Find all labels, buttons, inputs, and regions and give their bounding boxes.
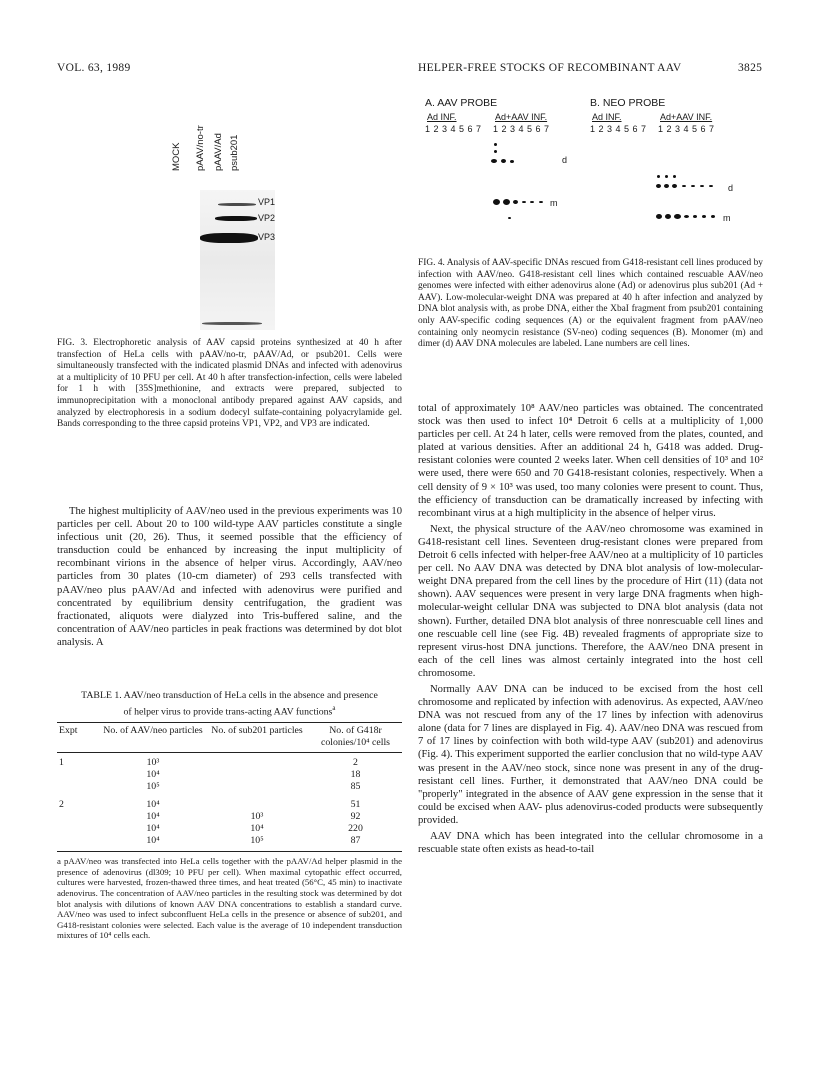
blot-spot <box>493 199 500 205</box>
blot-spot <box>494 150 497 153</box>
cell-colonies: 220 <box>348 823 363 835</box>
panel-a-monomer-label: m <box>550 198 558 208</box>
cell-aavneo: 10⁴ <box>146 799 160 811</box>
blot-spot <box>700 185 704 187</box>
cell-colonies: 85 <box>350 781 361 793</box>
vp3-band <box>200 233 258 243</box>
cell-sub201 <box>205 769 309 781</box>
cell-sub201: 10⁴ <box>250 823 264 835</box>
paragraph-physical-structure: Next, the physical structure of the AAV/neo chromosome was examined in G418-resistant cell lines. Seventeen drug-resistant clones were prepared from Detroit 6 cells infected with helper-free AAV/neo at a multiplicity of 10 particles per cell. No AAV DNA was detected by DNA blot analysis of low-molecular-weight DNA prepared from the cell lines by the procedure of Hirt (11) (data not shown). AAV sequences were present in very large DNA fragments when high-molecular-weight cellular DNA was subjected to DNA blot analysis (data not shown). Further, detailed DNA blot analysis of three nonrescuable cell lines and one rescuable cell line (see Fig. 4B) revealed fragments of appropriate size to represent virus-host DNA junctions. Therefore, the AAV/neo DNA present in each of the cell lines was almost certainly integrated into the host cell chromosome. <box>418 523 763 679</box>
panel-b-label: B. NEO PROBE <box>590 97 666 109</box>
vp3-label: VP3 <box>258 232 276 242</box>
fig3-gel <box>160 100 310 335</box>
cell-expt <box>57 823 101 835</box>
blot-spot <box>501 159 506 163</box>
blot-spot <box>657 175 660 178</box>
cell-colonies: 51 <box>350 799 361 811</box>
blot-spot <box>702 215 706 218</box>
panel-a-dimer-label: d <box>562 155 568 165</box>
blot-spot <box>674 214 681 219</box>
cell-aavneo: 10⁵ <box>146 781 160 793</box>
blot-spot <box>539 201 543 203</box>
blot-spot <box>522 201 526 203</box>
blot-spot <box>711 215 715 218</box>
cell-expt <box>57 781 101 796</box>
vp2-label: VP2 <box>258 213 276 223</box>
panel-b-ad-aav-inf: Ad+AAV INF. <box>660 112 713 122</box>
th-colonies: No. of G418r colonies/10⁴ cells <box>321 725 390 749</box>
bottom-band <box>202 322 262 325</box>
blot-spot <box>503 199 510 205</box>
lane-label-mock: MOCK <box>171 142 182 171</box>
panel-b-lanes-ad: 1 2 3 4 5 6 7 <box>590 124 647 134</box>
lane-label-pAAV-no-tr: pAAV/no-tr <box>195 125 206 171</box>
blot-spot <box>684 215 689 218</box>
blot-spot <box>510 160 514 163</box>
cell-aavneo: 10⁴ <box>146 769 160 781</box>
table-row <box>57 769 402 781</box>
cell-expt: 1 <box>59 757 64 769</box>
lane-label-pAAV-Ad: pAAV/Ad <box>213 133 224 171</box>
panel-b-monomer-label: m <box>723 213 731 223</box>
vp1-label: VP1 <box>258 197 276 207</box>
table1-header-row <box>57 725 402 749</box>
blot-spot <box>491 159 497 163</box>
cell-sub201 <box>205 781 309 796</box>
cell-aavneo: 10⁴ <box>146 823 160 835</box>
blot-spot <box>682 185 686 187</box>
right-column-text <box>418 402 763 856</box>
blot-spot <box>656 214 662 219</box>
blot-spot <box>709 185 713 187</box>
cell-colonies: 18 <box>350 769 361 781</box>
cell-expt: 2 <box>59 799 64 811</box>
cell-sub201: 10³ <box>250 811 264 823</box>
table-row <box>57 835 402 847</box>
table-row <box>57 811 402 823</box>
cell-expt <box>57 835 101 847</box>
cell-aavneo: 10⁴ <box>146 835 160 847</box>
table1-title-footnote-mark: a <box>332 704 336 712</box>
blot-spot <box>656 184 661 188</box>
panel-b-ad-inf: Ad INF. <box>592 112 622 122</box>
table1-title <box>57 690 402 718</box>
paragraph-multiplicity: The highest multiplicity of AAV/neo used in the previous experiments was 10 particles per cell. About 20 to 100 wild-type AAV particles constitute a single infectious unit (20, 26). Thus, it seemed possible that the efficiency of transduction could be enhanced by increasing the input multiplicity of recombinant virions in the absence of helper virus. Accordingly, AAV/neo particles from 30 plates (10-cm diameter) of 293 cells transfected with pAAV/neo plus pAAV/Ad and infected with adenovirus were purified and concentrated by equilibrium density centrifugation, the gradient was fractionated, aliquots were dialyzed into Tris-buffered saline, and the concentration of AAV/neo particles in peak fractions was determined by dot blot analysis. A <box>57 506 402 648</box>
cell-colonies: 92 <box>350 811 361 823</box>
cell-colonies: 87 <box>350 835 361 847</box>
running-header-volume: VOL. 63, 1989 <box>57 62 131 74</box>
cell-expt <box>57 769 101 781</box>
blot-spot <box>530 201 534 203</box>
blot-spot <box>513 200 518 204</box>
cell-sub201 <box>205 796 309 811</box>
fig3-caption <box>57 338 402 431</box>
cell-expt <box>57 811 101 823</box>
lane-label-psub201: psub201 <box>229 134 240 171</box>
fig4-caption-text: FIG. 4. Analysis of AAV-specific DNAs rescued from G418-resistant cell lines produced by infection with AAV/neo. G418-resistant cell lines which contained rescuable AAV/neo genomes were infected with either adenovirus alone (Ad) or adenovirus plus sub201 (Ad + AAV). Low-molecular-weight DNA was prepared at 40 h after infection and analyzed by DNA blot analysis with, as probe DNA, either the XbaI fragment from psub201 containing only AAV-specific coding sequences (A) or the equivalent fragment from pAAV/neo containing only neomycin resistance (SV-neo) coding sequences (B). Monomer (m) and dimer (d) AAV DNA molecules are labeled. Lane numbers are cell lines. <box>418 258 763 350</box>
vp2-band <box>215 216 257 221</box>
running-header-title: HELPER-FREE STOCKS OF RECOMBINANT AAV <box>418 62 682 74</box>
table-row <box>57 757 402 769</box>
fig3-caption-text: FIG. 3. Electrophoretic analysis of AAV capsid proteins synthesized at 40 h after transfection of HeLa cells with pAAV/no-tr, pAAV/Ad, or psub201. Cells were simultaneously transfected with the indicated plasmid DNAs and infected with adenovirus at a multiplicity of 10 PFU per cell. At 40 h after transfection-infection, cells were labeled for 1 h with [35S]methionine, and extracts were prepared, subjected to immunoprecipitation with a monoclonal antibody prepared against AAV capsids, and analyzed by electrophoresis in a sodium dodecyl sulfate-containing polyacrylamide gel. Bands corresponding to the three capsid proteins VP1, VP2, and VP3 are indicated. <box>57 338 402 430</box>
th-sub201: No. of sub201 particles <box>211 725 303 737</box>
blot-spot <box>693 215 697 218</box>
blot-spot <box>691 185 695 187</box>
table-row <box>57 796 402 811</box>
panel-a-ad-aav-inf: Ad+AAV INF. <box>495 112 548 122</box>
cell-sub201 <box>205 757 309 769</box>
table-row <box>57 781 402 796</box>
paragraph-concentrated-stock: total of approximately 10⁸ AAV/neo particles was obtained. The concentrated stock was then used to infect 10⁴ Detroit 6 cells at a multiplicity of 1,000 particles per cell. At 24 h later, cells were removed from the plates, counted, and plated at various densities. After an additional 24 h, G418 was added. Drug-resistant colonies were counted 2 weeks later. When cell densities of 10³ and 10² were used, there were 650 and 70 G418-resistant colonies, respectively. When a cell density of 9 × 10³ was used, too many colonies were present to count. Thus, the efficiency of transduction can be dramatically increased by infecting with recombinant virus at a high multiplicity in the absence of helper virus. <box>418 403 763 519</box>
blot-spot <box>665 214 671 219</box>
table1 <box>57 690 402 941</box>
panel-a-label: A. AAV PROBE <box>425 97 498 109</box>
fig4-blot <box>425 95 755 255</box>
paragraph-head-to-tail: AAV DNA which has been integrated into the cellular chromosome in a rescuable state often exists as head-to-tail <box>418 831 763 856</box>
table-row <box>57 823 402 835</box>
blot-spot <box>508 217 511 219</box>
vp1-band <box>218 203 256 206</box>
gel-background <box>200 190 275 330</box>
blot-spot <box>494 143 497 146</box>
blot-spot <box>672 184 677 188</box>
blot-spot <box>673 175 676 178</box>
panel-b-lanes-adaav: 1 2 3 4 5 6 7 <box>658 124 715 134</box>
table1-footnote: a pAAV/neo was transfected into HeLa cells together with the pAAV/Ad helper plasmid in the presence of adenovirus (dl309; 10 PFU per cell). When maximal cytopathic effect occurred, cultures were harvested, frozen-thawed three times, and heat treated (56°C, 45 min) to inactivate adenovirus. The concentration of AAV/neo particles in the resulting stock was determined by dot blot analysis with dilutions of known AAV DNA concentrations to establish a standard curve. AAV/neo was used to infect subconfluent HeLa cells in the presence or absence of sub201, and G418-resistant colonies were selected. Each value is the average of 10 independent transduction mixtures of 10⁴ cells each. <box>57 856 402 941</box>
th-expt: Expt <box>59 725 78 737</box>
panel-b-dimer-label: d <box>728 183 734 193</box>
blot-spot <box>664 184 669 188</box>
th-aavneo: No. of AAV/neo particles <box>103 725 203 737</box>
panel-a-lanes-adaav: 1 2 3 4 5 6 7 <box>493 124 550 134</box>
cell-aavneo: 10⁴ <box>146 811 160 823</box>
paragraph-rescue: Normally AAV DNA can be induced to be excised from the host cell chromosome and replicated by infection with adenovirus. As expected, AAV/neo DNA was not rescued from any of the 17 lines by infection with adenovirus alone (data for 7 lines are displayed in Fig. 4). AAV/neo DNA was rescued from 7 of 17 lines by coinfection with both wild-type AAV (sub201) and adenovirus (Fig. 4). This experiment supported the earlier conclusion that no wild-type AAV was present in the AAV/neo stock, since none was present in any of the drug-resistant cell lines. Further, it demonstrated that AAV/neo DNA could be "properly" integrated in the absence of AAV gene expression in the sense that it could be excised when AAV- plus adenovirus-coded products were subsequently provided. <box>418 683 763 826</box>
blot-spot <box>665 175 668 178</box>
panel-a-ad-inf: Ad INF. <box>427 112 457 122</box>
page-number: 3825 <box>738 62 763 74</box>
table1-title-text: TABLE 1. AAV/neo transduction of HeLa cells in the absence and presence of helper virus to provide trans-acting AAV functions <box>81 690 378 718</box>
fig4-caption <box>418 258 763 351</box>
left-column-text <box>57 505 402 649</box>
cell-sub201: 10⁵ <box>250 835 264 847</box>
cell-aavneo: 10³ <box>146 757 160 769</box>
panel-a-lanes-ad: 1 2 3 4 5 6 7 <box>425 124 482 134</box>
cell-colonies: 2 <box>353 757 358 769</box>
